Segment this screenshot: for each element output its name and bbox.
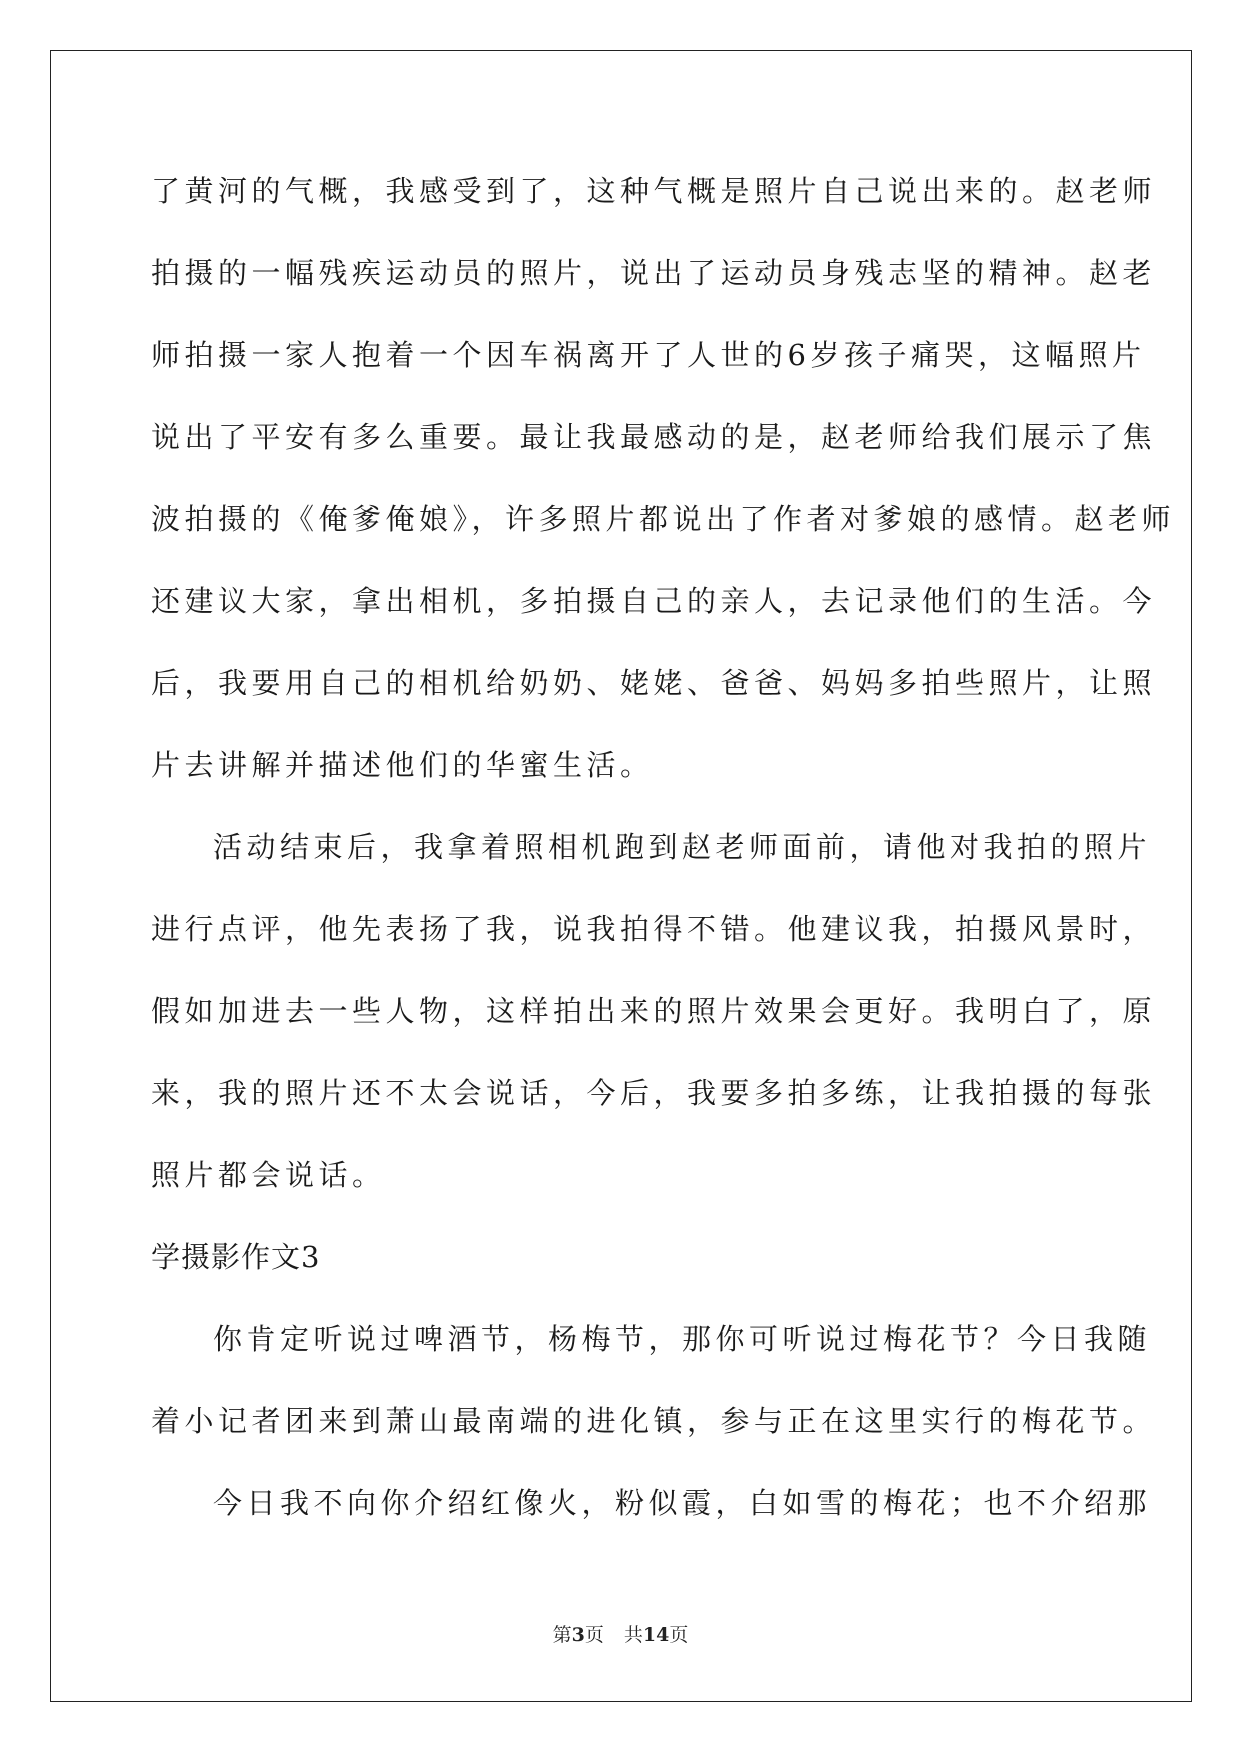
- text-line: 片去讲解并描述他们的华蜜生活。: [151, 748, 654, 782]
- paragraph-start-line: 活动结束后，我拿着照相机跑到赵老师面前，请他对我拍的照片: [213, 830, 1152, 864]
- footer-total-prefix: 共: [623, 1624, 643, 1646]
- current-page-number: 3: [571, 1624, 585, 1646]
- paragraph-start-line: 今日我不向你介绍红像火，粉似霞，白如雪的梅花；也不介绍那: [213, 1486, 1152, 1520]
- page-footer: [0, 1620, 1241, 1647]
- footer-page-suffix: 页: [584, 1624, 604, 1646]
- text-line: 师拍摄一家人抱着一个因车祸离开了人世的6岁孩子痛哭，这幅照片: [151, 338, 1146, 372]
- text-line: 还建议大家，拿出相机，多拍摄自己的亲人，去记录他们的生活。今: [151, 584, 1157, 618]
- text-line: 假如加进去一些人物，这样拍出来的照片效果会更好。我明白了，原: [151, 994, 1157, 1028]
- text-line: 说出了平安有多么重要。最让我最感动的是，赵老师给我们展示了焦: [151, 420, 1157, 454]
- text-line: 波拍摄的《俺爹俺娘》，许多照片都说出了作者对爹娘的感情。赵老师: [151, 502, 1176, 536]
- text-line: 照片都会说话。: [151, 1158, 386, 1192]
- section-heading: 学摄影作文3: [151, 1240, 321, 1274]
- text-line: 拍摄的一幅残疾运动员的照片，说出了运动员身残志坚的精神。赵老: [151, 256, 1157, 290]
- total-pages-number: 14: [642, 1624, 670, 1646]
- footer-total-suffix: 页: [669, 1624, 689, 1646]
- text-line: 进行点评，他先表扬了我，说我拍得不错。他建议我，拍摄风景时，: [151, 912, 1157, 946]
- paragraph-start-line: 你肯定听说过啤酒节，杨梅节，那你可听说过梅花节？今日我随: [213, 1322, 1152, 1356]
- text-line: 着小记者团来到萧山最南端的进化镇，参与正在这里实行的梅花节。: [151, 1404, 1157, 1438]
- text-line: 了黄河的气概，我感受到了，这种气概是照片自己说出来的。赵老师: [151, 174, 1157, 208]
- document-body: [151, 150, 1176, 1544]
- footer-prefix: 第: [552, 1624, 572, 1646]
- text-line: 来，我的照片还不太会说话，今后，我要多拍多练，让我拍摄的每张: [151, 1076, 1157, 1110]
- text-line: 后，我要用自己的相机给奶奶、姥姥、爸爸、妈妈多拍些照片，让照: [151, 666, 1157, 700]
